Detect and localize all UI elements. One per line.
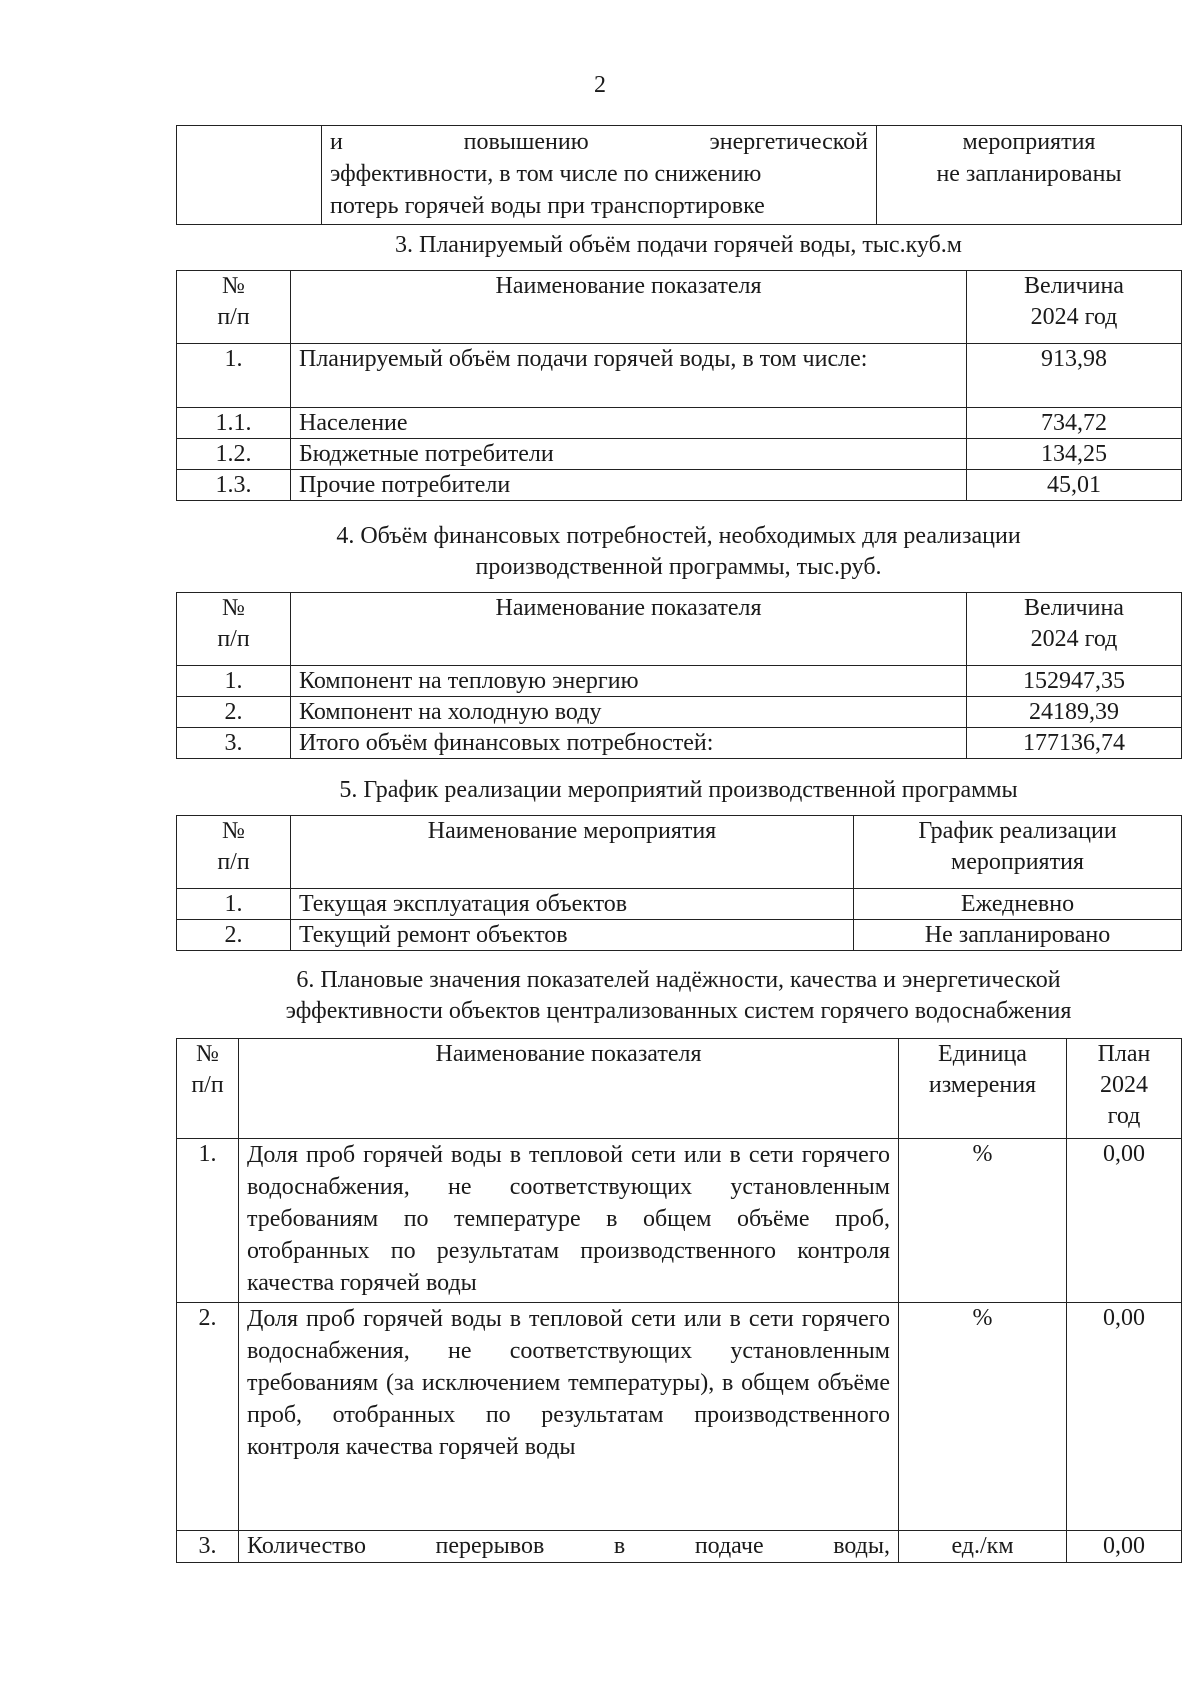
- num-header-line: п/п: [217, 626, 250, 653]
- row-name: Население: [291, 408, 967, 439]
- plan-header-line: План: [1097, 1041, 1151, 1067]
- row-name: Бюджетные потребители: [291, 439, 967, 470]
- table-row: [177, 439, 1182, 470]
- table-header-row: [177, 816, 1182, 889]
- table-row: [177, 889, 1182, 920]
- row-num: 2.: [177, 920, 291, 951]
- row-value: 134,25: [967, 439, 1182, 470]
- value-header: [967, 593, 1182, 666]
- measure-text-cell: [322, 126, 877, 225]
- num-header-line: п/п: [217, 849, 250, 876]
- row-num: 1.1.: [177, 408, 291, 439]
- row-value: 177136,74: [967, 728, 1182, 759]
- row-num: 2.: [177, 697, 291, 728]
- plan-header-line: 2024: [1100, 1072, 1148, 1099]
- supply-volume-table: [176, 270, 1182, 501]
- name-header: Наименование мероприятия: [291, 816, 854, 889]
- table-row: [177, 470, 1182, 501]
- row-unit: %: [899, 1303, 1067, 1531]
- num-header-line: п/п: [191, 1072, 224, 1099]
- row-name: Итого объём финансовых потребностей:: [291, 728, 967, 759]
- row-num: 1.3.: [177, 470, 291, 501]
- row-num: 3.: [177, 1531, 239, 1563]
- row-plan: 0,00: [1067, 1303, 1182, 1531]
- section4-heading: [176, 521, 1181, 583]
- plan-header: [1067, 1039, 1182, 1139]
- table-row: [177, 1303, 1182, 1531]
- table-header-row: [177, 593, 1182, 666]
- unit-header-line: Единица: [938, 1041, 1027, 1067]
- table-row: [177, 1139, 1182, 1303]
- row-plan: 0,00: [1067, 1531, 1182, 1563]
- row-num: 1.: [177, 666, 291, 697]
- schedule-header-line: График реализации: [918, 818, 1117, 844]
- schedule-header-line: мероприятия: [951, 849, 1084, 876]
- measure-status-cell: [877, 126, 1182, 225]
- num-header-line: №: [222, 595, 245, 621]
- word: и: [330, 129, 343, 155]
- num-header-line: п/п: [217, 304, 250, 331]
- row-value: 734,72: [967, 408, 1182, 439]
- row-unit: ед./км: [899, 1531, 1067, 1563]
- table-row: [177, 344, 1182, 408]
- value-header-line: Величина: [1024, 273, 1124, 299]
- num-header: [177, 816, 291, 889]
- word: повышению: [463, 129, 589, 155]
- row-num: 1.2.: [177, 439, 291, 470]
- section5-heading: 5. График реализации мероприятий производственной программы: [339, 777, 1018, 803]
- row-value: 913,98: [967, 344, 1182, 408]
- num-header: [177, 593, 291, 666]
- indicators-table: [176, 1038, 1182, 1563]
- row-name: Текущий ремонт объектов: [291, 920, 854, 951]
- name-header: Наименование показателя: [291, 271, 967, 344]
- page-number: 2: [594, 72, 606, 98]
- name-header: Наименование показателя: [291, 593, 967, 666]
- table-row: [177, 728, 1182, 759]
- num-header-line: №: [196, 1041, 219, 1067]
- continuation-table: [176, 125, 1182, 225]
- row-name: Доля проб горячей воды в тепловой сети или в сети горячего водоснабжения, не соответствующих установленным требованиям по температуре в общем объёме проб, отобранных по результатам производственного контроля качества горячей воды: [239, 1139, 899, 1303]
- row-unit: %: [899, 1139, 1067, 1303]
- value-header-line: Величина: [1024, 595, 1124, 621]
- section6-heading-line-1: 6. Плановые значения показателей надёжности, качества и энергетической: [296, 967, 1061, 993]
- section4-heading-line-1: 4. Объём финансовых потребностей, необходимых для реализации: [336, 523, 1021, 549]
- status-line-1: мероприятия: [962, 129, 1096, 155]
- unit-header-line: измерения: [928, 1072, 1037, 1099]
- table-row: [177, 408, 1182, 439]
- num-header: [177, 1039, 239, 1139]
- row-plan: 0,00: [1067, 1139, 1182, 1303]
- measure-text-line-1: [330, 126, 868, 158]
- status-line-2: не запланированы: [936, 161, 1122, 187]
- num-header: [177, 271, 291, 344]
- num-header-line: №: [222, 273, 245, 299]
- row-name: Планируемый объём подачи горячей воды, в том числе:: [291, 344, 967, 408]
- row-num: 1.: [177, 889, 291, 920]
- row-value: 152947,35: [967, 666, 1182, 697]
- measure-text-line-3: потерь горячей воды при транспортировке: [330, 193, 765, 219]
- num-header-line: №: [222, 818, 245, 844]
- row-name: Компонент на тепловую энергию: [291, 666, 967, 697]
- table-header-row: [177, 271, 1182, 344]
- table-row: [177, 666, 1182, 697]
- table-row: [177, 1531, 1182, 1563]
- row-schedule: Ежедневно: [854, 889, 1182, 920]
- row-num: 1.: [177, 1139, 239, 1303]
- empty-cell: [177, 126, 322, 225]
- unit-header: [899, 1039, 1067, 1139]
- row-name: Текущая эксплуатация объектов: [291, 889, 854, 920]
- table-row: [177, 920, 1182, 951]
- row-name: Количество перерывов в подаче воды,: [239, 1531, 899, 1563]
- value-header: [967, 271, 1182, 344]
- row-name: Доля проб горячей воды в тепловой сети или в сети горячего водоснабжения, не соответствующих установленным требованиям (за исключением температуры), в общем объёме проб, отобранных по результатам производственного контроля качества горячей воды: [239, 1303, 899, 1531]
- row-name: Компонент на холодную воду: [291, 697, 967, 728]
- section6-heading: [176, 965, 1181, 1027]
- word: энергетической: [709, 129, 869, 155]
- table-header-row: [177, 1039, 1182, 1139]
- section6-heading-line-2: эффективности объектов централизованных систем горячего водоснабжения: [285, 998, 1072, 1025]
- financial-needs-table: [176, 592, 1182, 759]
- row-num: 1.: [177, 344, 291, 408]
- schedule-table: [176, 815, 1182, 951]
- value-header-line: 2024 год: [1030, 626, 1118, 653]
- section4-heading-line-2: производственной программы, тыс.руб.: [475, 554, 882, 581]
- row-num: 3.: [177, 728, 291, 759]
- schedule-header: [854, 816, 1182, 889]
- row-name: Прочие потребители: [291, 470, 967, 501]
- plan-header-line: год: [1107, 1103, 1141, 1130]
- row-value: 45,01: [967, 470, 1182, 501]
- row-value: 24189,39: [967, 697, 1182, 728]
- measure-text-line-2: эффективности, в том числе по снижению: [330, 161, 762, 187]
- section3-heading: 3. Планируемый объём подачи горячей воды, тыс.куб.м: [395, 232, 962, 258]
- name-header: Наименование показателя: [239, 1039, 899, 1139]
- row-num: 2.: [177, 1303, 239, 1531]
- table-row: [177, 126, 1182, 225]
- value-header-line: 2024 год: [1030, 304, 1118, 331]
- row-schedule: Не запланировано: [854, 920, 1182, 951]
- table-row: [177, 697, 1182, 728]
